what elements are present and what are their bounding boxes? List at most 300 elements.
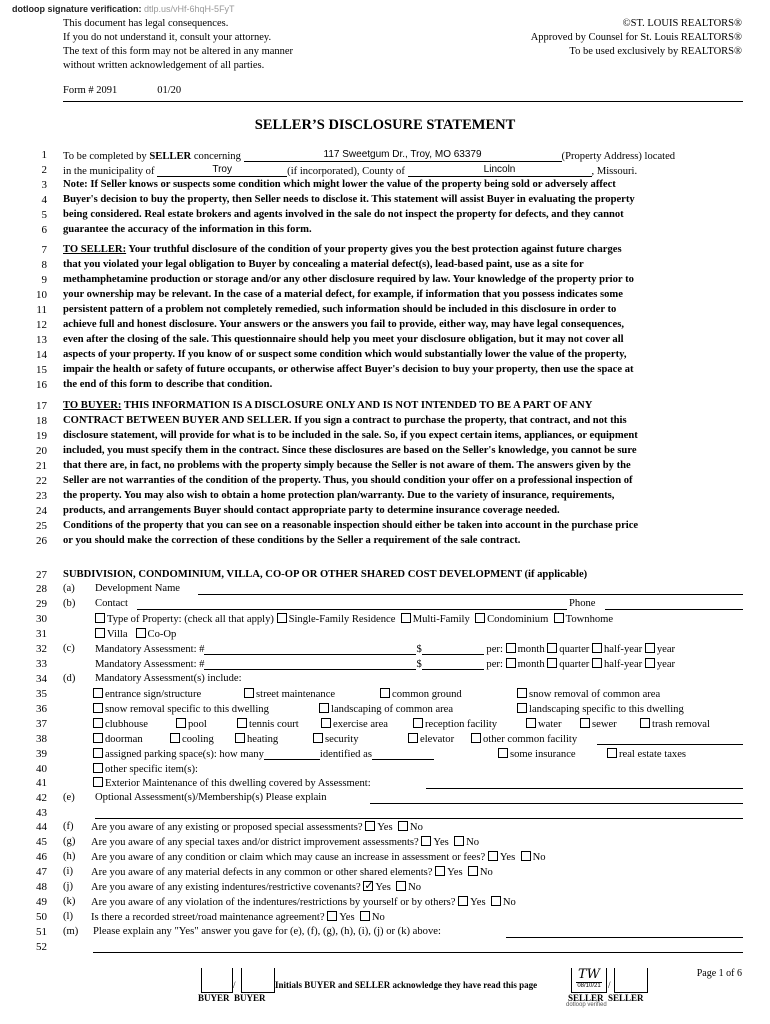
include-checkbox[interactable]: [176, 718, 186, 728]
line-number: 6: [41, 224, 47, 236]
property-type-row-2: [95, 628, 176, 640]
text: trash removal: [652, 719, 710, 730]
property-type-checkbox[interactable]: [95, 613, 105, 623]
line-number: 38: [36, 733, 47, 745]
text: No: [479, 867, 493, 878]
optional-assessment-field[interactable]: [370, 792, 743, 804]
item-label: (e): [63, 792, 75, 803]
item-label: (h): [63, 851, 76, 862]
item-label: (j): [63, 881, 73, 892]
include-checkbox[interactable]: [640, 718, 650, 728]
include-checkbox[interactable]: [93, 763, 103, 773]
text: snow removal of common area: [529, 689, 661, 700]
line-number: 43: [36, 807, 47, 819]
text: street maintenance: [256, 689, 336, 700]
verification-id[interactable]: dtlp.us/vHf-6hqH-5FyT: [144, 4, 235, 14]
line-number: 20: [36, 445, 47, 457]
page-title: SELLER’S DISCLOSURE STATEMENT: [254, 117, 516, 133]
text: Yes: [447, 867, 463, 878]
include-item: [517, 688, 660, 700]
other-facility-field[interactable]: [597, 733, 743, 745]
yes-checkbox[interactable]: [365, 821, 375, 831]
line-number: 46: [36, 851, 47, 863]
include-checkbox[interactable]: [93, 777, 103, 787]
to-seller-line: impair the health or safety of future occupants, or otherwise affect Buyer's decision to buy your property, then use the space at: [63, 364, 634, 375]
buyer-label: BUYER: [198, 993, 230, 1003]
assessment-includes-label: Mandatory Assessment(s) include:: [95, 673, 242, 684]
quarter-checkbox[interactable]: [547, 643, 557, 653]
line-number: 37: [36, 718, 47, 730]
parking-id-field[interactable]: [372, 748, 434, 760]
include-item: [237, 718, 299, 730]
form-date: 01/20: [157, 85, 182, 96]
text: No: [532, 852, 546, 863]
line-number: 47: [36, 866, 47, 878]
item-label: (d): [63, 673, 76, 684]
realtors-usage: To be used exclusively by REALTORS®: [569, 46, 742, 57]
buyer-label: BUYER: [234, 993, 266, 1003]
seller-initials-box-1[interactable]: [571, 968, 607, 993]
to-buyer-line: products, and arrangements Buyer should contact appropriate party to determine insurance coverage needed.: [63, 505, 560, 516]
line-number: 9: [41, 274, 47, 286]
villa-checkbox[interactable]: [95, 628, 105, 638]
year-checkbox[interactable]: [645, 643, 655, 653]
text: Yes: [375, 882, 391, 893]
seller-initials-signature: TW: [577, 967, 601, 982]
dotloop-verification: [12, 4, 235, 14]
line-number: 42: [36, 792, 47, 804]
question-text: Are you aware of any condition or claim which may cause an increase in assessment or fees?: [91, 852, 486, 863]
line-number: 1: [41, 149, 47, 161]
include-checkbox[interactable]: [517, 703, 527, 713]
assessment-number-field[interactable]: [204, 658, 416, 670]
no-checkbox[interactable]: [396, 881, 406, 891]
townhome-checkbox[interactable]: [554, 613, 564, 623]
text: reception facility: [425, 719, 498, 730]
text: Your truthful disclosure of the condition of your property gives you the best protection against future charges: [126, 244, 622, 255]
question-text: Are you aware of any special taxes and/or district improvement assessments?: [91, 837, 419, 848]
seller-initials-date: 08/10/21: [577, 983, 601, 989]
yes-checkbox[interactable]: [488, 851, 498, 861]
include-item: [498, 748, 576, 760]
line-number: 10: [36, 289, 47, 301]
to-seller-line: methamphetamine production or storage and/or any other disclosure required by law. Your knowledge of the property prior to: [63, 274, 634, 285]
development-name-label: Development Name: [95, 583, 181, 594]
intro-note: being considered. Real estate brokers and agents involved in the sale do not inspect the property for defects, and they cannot: [63, 209, 624, 220]
text: (Property Address) located: [561, 151, 676, 162]
question-text: Are you aware of any material defects in any common or other shared elements?: [91, 867, 433, 878]
question-g: [91, 836, 479, 848]
line-number: 34: [36, 673, 47, 685]
buyer-initials-box-1[interactable]: [201, 968, 233, 993]
intro-note: Note: If Seller knows or suspects some condition which might lower the value of the property being sold or adversely affect: [63, 179, 616, 190]
year-checkbox[interactable]: [645, 658, 655, 668]
no-checkbox[interactable]: [360, 911, 370, 921]
include-checkbox[interactable]: [235, 733, 245, 743]
line-number: 44: [36, 821, 47, 833]
text: THIS INFORMATION IS A DISCLOSURE ONLY AND IS NOT INTENDED TO BE A PART OF ANY: [121, 400, 593, 411]
text: Yes: [470, 897, 486, 908]
text: tennis court: [249, 719, 299, 730]
text: assigned parking space(s): how many: [105, 749, 264, 760]
to-seller-line: aspects of your property. If you know of or suspect some condition which would substantially lower the value of the property,: [63, 349, 627, 360]
slash: /: [608, 980, 611, 990]
to-seller-line: achieve full and honest disclosure. Your answers or the answers you fail to provide, either way, may have legal consequences,: [63, 319, 624, 330]
text: quarter: [559, 659, 590, 670]
buyer-initials-box-2[interactable]: [241, 968, 275, 993]
text: Villa: [107, 629, 128, 640]
no-checkbox[interactable]: [521, 851, 531, 861]
text: month: [517, 659, 545, 670]
buyer-labels: [198, 993, 266, 1003]
condominium-checkbox[interactable]: [475, 613, 485, 623]
assessment-number-field[interactable]: [204, 643, 416, 655]
text: pool: [188, 719, 207, 730]
line-number: 8: [41, 259, 47, 271]
text: No: [408, 882, 422, 893]
include-item: [93, 777, 371, 789]
text: quarter: [559, 644, 590, 655]
text: landscaping of common area: [331, 704, 454, 715]
text: Type of Property: (check all that apply): [107, 614, 274, 625]
phone-field[interactable]: [605, 598, 743, 610]
line-number: 11: [36, 304, 47, 316]
seller-initials-box-2[interactable]: [614, 968, 648, 993]
page-number: Page 1 of 6: [696, 968, 742, 979]
line-number: 5: [41, 209, 47, 221]
intro-note: guarantee the accuracy of the information in this form.: [63, 224, 312, 235]
line-number: 23: [36, 490, 47, 502]
no-checkbox[interactable]: [468, 866, 478, 876]
text: common ground: [392, 689, 462, 700]
text: per:: [486, 644, 503, 655]
text: water: [538, 719, 562, 730]
text: No: [409, 822, 423, 833]
line-number: 49: [36, 896, 47, 908]
line-number: 28: [36, 583, 47, 595]
line-number: 12: [36, 319, 47, 331]
include-item: [413, 718, 497, 730]
include-checkbox[interactable]: [244, 688, 254, 698]
include-item: [517, 703, 684, 715]
text: doorman: [105, 734, 143, 745]
intro-line-1: [63, 149, 743, 162]
text: Yes: [433, 837, 449, 848]
include-item: [607, 748, 686, 760]
optional-assessment-field-2[interactable]: [95, 807, 743, 819]
contact-field[interactable]: [137, 598, 567, 610]
include-item: [93, 763, 198, 775]
text: Mandatory Assessment: #: [95, 644, 205, 655]
line-number: 19: [36, 430, 47, 442]
intro-line-2: [63, 164, 743, 177]
text: sewer: [592, 719, 617, 730]
yes-checkbox[interactable]: [435, 866, 445, 876]
text: $: [416, 659, 422, 670]
text: year: [656, 644, 676, 655]
question-k: [91, 896, 516, 908]
question-i: [91, 866, 493, 878]
initials-acknowledgement: Initials BUYER and SELLER acknowledge they have read this page: [275, 980, 538, 990]
line-number: 27: [36, 569, 47, 581]
question-l: [91, 911, 385, 923]
line-number: 3: [41, 179, 47, 191]
parking-count-field[interactable]: [264, 748, 320, 760]
yes-checkbox[interactable]: [327, 911, 337, 921]
to-buyer-line: the property. You may also wish to obtain a home protection plan/warranty. Due to the variety of insurance, requirements,: [63, 490, 615, 501]
text: elevator: [420, 734, 455, 745]
yes-checkbox[interactable]: [458, 896, 468, 906]
explain-field-2[interactable]: [93, 941, 743, 953]
single-family-checkbox[interactable]: [277, 613, 287, 623]
to-buyer-line: or you should make the correction of these conditions by the Seller a requirement of the sale contract.: [63, 535, 521, 546]
phone-label: Phone: [569, 598, 596, 609]
include-checkbox[interactable]: [93, 688, 103, 698]
dotloop-verified-note: dotloop verified: [566, 1002, 607, 1008]
section-heading: [63, 569, 743, 580]
legal-notice-line: without written acknowledgement of all parties.: [63, 60, 265, 71]
assessment-row-1: [95, 643, 675, 655]
include-checkbox[interactable]: [93, 718, 103, 728]
section-heading-text: SUBDIVISION, CONDOMINIUM, VILLA, CO-OP OR OTHER SHARED COST DEVELOPMENT: [63, 569, 522, 580]
text: Yes: [339, 912, 355, 923]
line-number: 22: [36, 475, 47, 487]
include-item: [380, 688, 462, 700]
realtors-copyright: ©ST. LOUIS REALTORS®: [622, 18, 742, 29]
include-checkbox[interactable]: [93, 703, 103, 713]
explain-field[interactable]: [506, 926, 743, 938]
line-number: 40: [36, 763, 47, 775]
assessment-row-2: [95, 658, 675, 670]
text: Single-Family Residence: [288, 614, 396, 625]
line-number: 2: [41, 164, 47, 176]
include-checkbox[interactable]: [319, 703, 329, 713]
assessment-amount-field[interactable]: [422, 643, 484, 655]
to-buyer-line: that there are, in fact, no problems with the property simply because the Seller is not aware of them. The answers given by the: [63, 460, 631, 471]
text: snow removal specific to this dwelling: [105, 704, 269, 715]
line-number: 45: [36, 836, 47, 848]
text: half-year: [603, 659, 643, 670]
text: Condominium: [487, 614, 549, 625]
include-checkbox[interactable]: [517, 688, 527, 698]
to-seller-line: that you violated your legal obligation to Buyer by concealing a material defect(s), lead-based paint, use as a site for: [63, 259, 584, 270]
realtors-notice: [531, 17, 742, 59]
to-buyer-heading: TO BUYER:: [63, 400, 122, 411]
text: Townhome: [565, 614, 614, 625]
section-heading-suffix: (if applicable): [521, 569, 588, 580]
line-number: 14: [36, 349, 47, 361]
include-item: [313, 733, 359, 745]
line-number: 41: [36, 777, 47, 789]
question-text: Are you aware of any violation of the indentures/restrictions by yourself or by others?: [91, 897, 456, 908]
line-number: 35: [36, 688, 47, 700]
development-name-field[interactable]: [198, 583, 743, 595]
include-checkbox[interactable]: [237, 718, 247, 728]
exterior-maintenance-field[interactable]: [426, 777, 743, 789]
include-checkbox[interactable]: [380, 688, 390, 698]
item-label: (b): [63, 598, 76, 609]
text: No: [466, 837, 480, 848]
question-f: [91, 821, 423, 833]
line-number: 50: [36, 911, 47, 923]
line-number: 36: [36, 703, 47, 715]
item-label: (f): [63, 821, 74, 832]
no-checkbox[interactable]: [491, 896, 501, 906]
to-buyer-paragraph: [63, 400, 743, 411]
line-number: 13: [36, 334, 47, 346]
item-label: (c): [63, 643, 75, 654]
text: some insurance: [510, 749, 576, 760]
include-checkbox[interactable]: [313, 733, 323, 743]
include-checkbox[interactable]: [607, 748, 617, 758]
yes-checkbox[interactable]: [421, 836, 431, 846]
text: Multi-Family: [412, 614, 470, 625]
realtors-approval: Approved by Counsel for St. Louis REALTORS®: [530, 32, 742, 43]
include-checkbox[interactable]: [498, 748, 508, 758]
question-h: [91, 851, 546, 863]
text: (if incorporated), County of: [287, 166, 405, 177]
line-number: 39: [36, 748, 47, 760]
property-address-field[interactable]: 117 Sweetgum Dr., Troy, MO 63379: [244, 149, 562, 162]
to-seller-line: your ownership may be relevant. In the case of a material defect, for example, if information that you possess indicates some: [63, 289, 623, 300]
slash: /: [233, 980, 236, 990]
include-item: [526, 718, 562, 730]
include-checkbox[interactable]: [93, 748, 103, 758]
line-number: 31: [36, 628, 47, 640]
to-seller-line: the end of this form to describe that condition.: [63, 379, 273, 390]
parking-row: [93, 748, 434, 760]
include-checkbox[interactable]: [526, 718, 536, 728]
property-type-row: [95, 613, 613, 625]
text: Co-Op: [147, 629, 177, 640]
line-number: 17: [36, 400, 47, 412]
include-item: [321, 718, 388, 730]
text: Yes: [377, 822, 393, 833]
month-checkbox[interactable]: [506, 643, 516, 653]
co-op-checkbox[interactable]: [136, 628, 146, 638]
to-buyer-line: Seller are not warranties of the condition of the property. Thus, you should condition your offer on a professional inspection of: [63, 475, 633, 486]
seller-label: SELLER: [568, 993, 604, 1003]
text: Yes: [499, 852, 516, 863]
contact-label: Contact: [95, 598, 128, 609]
legal-notice: [63, 17, 293, 73]
half-year-checkbox[interactable]: [592, 643, 602, 653]
text: To be completed by: [63, 151, 147, 162]
intro-note: Buyer's decision to buy the property, then Seller needs to disclose it. This statement will assist Buyer in evaluating the property: [63, 194, 635, 205]
form-number-text: Form # 2091: [63, 85, 118, 96]
text: No: [371, 912, 385, 923]
line-number: 30: [36, 613, 47, 625]
question-text: Are you aware of any existing indentures/restrictive covenants?: [91, 882, 361, 893]
text: cooling: [182, 734, 214, 745]
include-item: [93, 718, 148, 730]
item-label: (l): [63, 911, 73, 922]
include-checkbox[interactable]: [408, 733, 418, 743]
include-item: [244, 688, 335, 700]
text: other common facility: [483, 734, 578, 745]
question-text: Is there a recorded street/road maintenance agreement?: [91, 912, 325, 923]
line-number: 33: [36, 658, 47, 670]
text: in the municipality of: [63, 166, 155, 177]
question-j: [91, 881, 421, 893]
quarter-checkbox[interactable]: [547, 658, 557, 668]
month-checkbox[interactable]: [506, 658, 516, 668]
include-checkbox[interactable]: [170, 733, 180, 743]
include-checkbox[interactable]: [471, 733, 481, 743]
text: other specific item(s):: [105, 764, 198, 775]
yes-checkbox-checked[interactable]: [363, 881, 373, 891]
text: year: [656, 659, 676, 670]
line-number: 21: [36, 460, 47, 472]
item-label: (m): [63, 926, 79, 937]
include-item: [471, 733, 577, 745]
line-number: 16: [36, 379, 47, 391]
text: entrance sign/structure: [105, 689, 202, 700]
text: concerning: [193, 151, 241, 162]
item-label: (i): [63, 866, 73, 877]
line-number: 4: [41, 194, 47, 206]
include-item: [176, 718, 207, 730]
legal-notice-line: This document has legal consequences.: [63, 18, 229, 29]
header-rule: [63, 101, 743, 102]
municipality-field[interactable]: Troy: [157, 164, 287, 177]
line-number: 7: [41, 244, 47, 256]
item-label: (a): [63, 583, 75, 594]
to-buyer-line: included, you must specify them in the contract. Since these disclosures are based on the Seller's knowledge, you cannot be sure: [63, 445, 637, 456]
explain-label: Please explain any "Yes" answer you gave for (e), (f), (g), (h), (i), (j) or (k) above:: [93, 926, 441, 937]
item-label: (g): [63, 836, 76, 847]
text: heating: [247, 734, 279, 745]
include-checkbox[interactable]: [580, 718, 590, 728]
line-number: 29: [36, 598, 47, 610]
include-item: [93, 703, 269, 715]
line-number: 52: [36, 941, 47, 953]
question-text: Are you aware of any existing or proposed special assessments?: [91, 822, 363, 833]
text: $: [416, 644, 422, 655]
text: No: [502, 897, 516, 908]
include-checkbox[interactable]: [413, 718, 423, 728]
text: Mandatory Assessment: #: [95, 659, 205, 670]
include-item: [640, 718, 710, 730]
item-label: (k): [63, 896, 76, 907]
half-year-checkbox[interactable]: [592, 658, 602, 668]
no-checkbox[interactable]: [454, 836, 464, 846]
include-checkbox[interactable]: [93, 733, 103, 743]
include-checkbox[interactable]: [321, 718, 331, 728]
text: Exterior Maintenance of this dwelling covered by Assessment:: [105, 778, 371, 789]
text: per:: [486, 659, 503, 670]
county-field[interactable]: Lincoln: [408, 164, 592, 177]
line-number: 26: [36, 535, 47, 547]
form-number: [63, 85, 181, 96]
no-checkbox[interactable]: [398, 821, 408, 831]
text: landscaping specific to this dwelling: [529, 704, 684, 715]
line-number: 18: [36, 415, 47, 427]
to-buyer-line: disclosure statement, will provide for what is to be included in the sale. So, if you expect certain items, appliances, or equipment: [63, 430, 638, 441]
text: exercise area: [333, 719, 388, 730]
text: SELLER: [149, 151, 192, 162]
assessment-amount-field[interactable]: [422, 658, 484, 670]
line-number: 32: [36, 643, 47, 655]
development-name-row: [95, 583, 180, 594]
to-seller-heading: TO SELLER:: [63, 244, 127, 255]
to-buyer-line: CONTRACT BETWEEN BUYER AND SELLER. If you sign a contract to purchase the property, that contract, and not this: [63, 415, 627, 426]
multi-family-checkbox[interactable]: [401, 613, 411, 623]
text: real estate taxes: [619, 749, 687, 760]
optional-assessment-label: Optional Assessment(s)/Membership(s) Please explain: [95, 792, 327, 803]
include-item: [319, 703, 453, 715]
line-number: 24: [36, 505, 47, 517]
